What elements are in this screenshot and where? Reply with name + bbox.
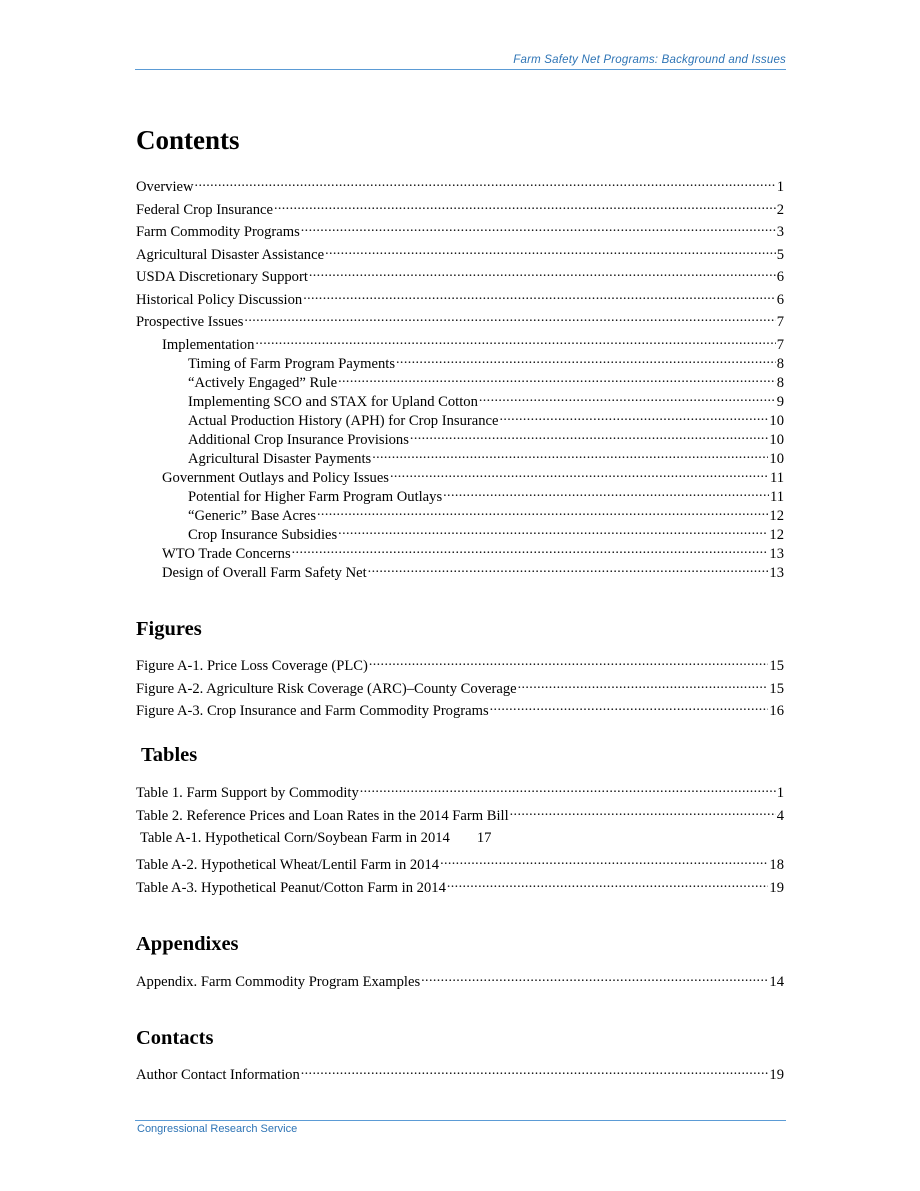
- toc-entry-title: Timing of Farm Program Payments: [188, 355, 396, 372]
- toc-entry-title: Table A-2. Hypothetical Wheat/Lentil Farm in 2014: [136, 857, 440, 873]
- toc-entry-title: USDA Discretionary Support: [136, 269, 308, 285]
- toc-entry-page: 8: [776, 374, 784, 391]
- toc-entry-title: Potential for Higher Farm Program Outlays: [188, 488, 443, 505]
- toc-entry-title: WTO Trade Concerns: [162, 545, 291, 562]
- dot-leader: [372, 447, 768, 463]
- dot-leader: [255, 333, 775, 349]
- contents-heading: Contents: [136, 125, 240, 155]
- dot-leader: [292, 542, 769, 558]
- toc-entry-title: Implementation: [162, 336, 255, 353]
- toc-entry[interactable]: [136, 853, 784, 876]
- toc-entry[interactable]: [136, 485, 784, 504]
- dot-leader: [274, 198, 776, 214]
- toc-entry[interactable]: [136, 504, 784, 523]
- toc-entry-page: 9: [776, 393, 784, 410]
- dot-leader: [447, 876, 769, 892]
- toc-entry-title: Historical Policy Discussion: [136, 291, 303, 308]
- dot-leader: [338, 523, 768, 539]
- toc-entry-page: 10: [769, 431, 784, 448]
- toc-entry[interactable]: [136, 447, 784, 466]
- toc-entry-title: Figure A-2. Agriculture Risk Coverage (ARC)–County Coverage: [136, 680, 517, 697]
- toc-entry-title: Agricultural Disaster Payments: [188, 450, 372, 467]
- dot-leader: [390, 466, 769, 482]
- toc-entry-page: 6: [776, 269, 784, 285]
- dot-leader: [244, 310, 775, 326]
- toc-entry-page: 3: [776, 224, 784, 240]
- dot-leader: [479, 390, 776, 406]
- toc-entry-title: Actual Production History (APH) for Crop Insurance: [188, 412, 499, 429]
- tables-heading: Tables: [141, 744, 198, 766]
- toc-entry-title: Implementing SCO and STAX for Upland Cotton: [188, 393, 478, 410]
- dot-leader: [499, 409, 768, 425]
- dot-leader: [301, 220, 776, 236]
- dot-leader: [440, 853, 768, 869]
- toc-entry-page: 10: [769, 450, 784, 467]
- toc-entry-title: Design of Overall Farm Safety Net: [162, 564, 367, 581]
- dot-leader: [443, 485, 769, 501]
- toc-entry-title: Federal Crop Insurance: [136, 201, 273, 218]
- toc-entry[interactable]: [136, 175, 784, 198]
- toc-entry[interactable]: [136, 409, 784, 428]
- dot-leader: [309, 265, 776, 281]
- toc-entry-page: 4: [776, 807, 784, 824]
- toc-entry-page: 1: [776, 785, 784, 801]
- page-footer: Congressional Research Service: [137, 1123, 298, 1135]
- toc-entry-title: Agricultural Disaster Assistance: [136, 246, 325, 263]
- toc-entry[interactable]: [136, 523, 784, 542]
- toc-entry[interactable]: [136, 310, 784, 333]
- toc-entry-no-leader[interactable]: [140, 830, 491, 847]
- toc-entry[interactable]: [136, 781, 784, 804]
- dot-leader: [396, 352, 776, 368]
- toc-entry[interactable]: [136, 243, 784, 266]
- toc-entry-page: 12: [769, 507, 784, 524]
- dot-leader: [369, 654, 769, 670]
- toc-entry[interactable]: [136, 220, 784, 243]
- toc-entry-title: Figure A-3. Crop Insurance and Farm Commodity Programs: [136, 703, 489, 719]
- dot-leader: [195, 175, 776, 191]
- toc-entry-title: Additional Crop Insurance Provisions: [188, 431, 409, 448]
- toc-entry-page: 19: [769, 1067, 784, 1083]
- dot-leader: [360, 781, 776, 797]
- toc-entry[interactable]: [136, 804, 784, 827]
- toc-entry-title: “Actively Engaged” Rule: [188, 374, 338, 391]
- toc-entry-page: 18: [769, 857, 784, 873]
- dot-leader: [325, 243, 776, 259]
- contents-list: [136, 175, 784, 580]
- toc-entry[interactable]: [136, 371, 784, 390]
- toc-entry[interactable]: [136, 1063, 784, 1086]
- toc-entry-page: 14: [769, 974, 784, 990]
- dot-leader: [510, 804, 776, 820]
- toc-entry-page: 13: [769, 564, 784, 581]
- toc-entry[interactable]: [136, 333, 784, 352]
- contacts-heading: Contacts: [136, 1027, 214, 1049]
- toc-entry[interactable]: [136, 390, 784, 409]
- running-header: Farm Safety Net Programs: Background and Issues: [513, 54, 786, 66]
- toc-entry[interactable]: [136, 542, 784, 561]
- toc-entry-title: Overview: [136, 179, 194, 195]
- toc-entry[interactable]: [136, 265, 784, 288]
- tables-list-continued: [136, 853, 784, 898]
- appendixes-list: [136, 970, 784, 993]
- dot-leader: [338, 371, 776, 387]
- toc-entry-title: Table 1. Farm Support by Commodity: [136, 785, 359, 801]
- dot-leader: [421, 970, 768, 986]
- toc-entry-page: 8: [776, 355, 784, 372]
- toc-entry-page: 10: [769, 412, 784, 429]
- toc-entry[interactable]: [136, 876, 784, 899]
- dot-leader: [490, 699, 769, 715]
- toc-entry[interactable]: [136, 466, 784, 485]
- toc-entry-title: Figure A-1. Price Loss Coverage (PLC): [136, 658, 368, 674]
- toc-entry-page: 11: [769, 488, 784, 505]
- dot-leader: [317, 504, 768, 520]
- toc-entry-page: 5: [776, 246, 784, 263]
- tables-list: [136, 781, 784, 826]
- appendixes-heading: Appendixes: [136, 933, 239, 955]
- toc-entry-title: Table A-3. Hypothetical Peanut/Cotton Farm in 2014: [136, 879, 446, 896]
- toc-entry[interactable]: [136, 352, 784, 371]
- toc-entry-title: Government Outlays and Policy Issues: [162, 469, 389, 486]
- toc-entry-page: 12: [769, 526, 784, 543]
- toc-entry[interactable]: [136, 561, 784, 580]
- toc-entry-page: 19: [769, 879, 784, 896]
- dot-leader: [301, 1063, 769, 1079]
- toc-entry[interactable]: [136, 288, 784, 311]
- header-rule: [135, 69, 786, 70]
- toc-entry[interactable]: [136, 428, 784, 447]
- toc-entry-title: Author Contact Information: [136, 1067, 300, 1083]
- toc-entry-title: “Generic” Base Acres: [188, 507, 317, 524]
- toc-entry-title: Prospective Issues: [136, 314, 244, 330]
- toc-entry-page: 13: [769, 545, 784, 562]
- toc-entry-title: Appendix. Farm Commodity Program Examples: [136, 974, 421, 990]
- dot-leader: [303, 288, 776, 304]
- dot-leader: [518, 677, 769, 693]
- toc-entry-page: 2: [776, 201, 784, 218]
- contacts-list: [136, 1063, 784, 1086]
- toc-entry-page: 15: [769, 658, 784, 674]
- toc-entry[interactable]: [136, 654, 784, 677]
- toc-entry-page: 15: [769, 680, 784, 697]
- dot-leader: [410, 428, 768, 444]
- toc-entry[interactable]: [136, 198, 784, 221]
- toc-entry-title: Table A-1. Hypothetical Corn/Soybean Farm in 2014: [140, 830, 450, 846]
- footer-rule: [135, 1120, 786, 1121]
- toc-entry[interactable]: [136, 970, 784, 993]
- toc-entry-page: 7: [776, 314, 784, 330]
- toc-entry-page: 16: [769, 703, 784, 719]
- toc-entry[interactable]: [136, 699, 784, 722]
- figures-list: [136, 654, 784, 722]
- toc-entry-title: Crop Insurance Subsidies: [188, 526, 338, 543]
- toc-entry-page: 17: [476, 830, 492, 846]
- toc-entry-page: 1: [776, 179, 784, 195]
- figures-heading: Figures: [136, 618, 202, 640]
- toc-entry-page: 11: [769, 469, 784, 486]
- toc-entry[interactable]: [136, 677, 784, 700]
- toc-entry-title: Farm Commodity Programs: [136, 224, 300, 240]
- toc-entry-page: 6: [776, 291, 784, 308]
- toc-entry-title: Table 2. Reference Prices and Loan Rates in the 2014 Farm Bill: [136, 807, 509, 824]
- toc-entry-page: 7: [776, 336, 784, 353]
- dot-leader: [368, 561, 769, 577]
